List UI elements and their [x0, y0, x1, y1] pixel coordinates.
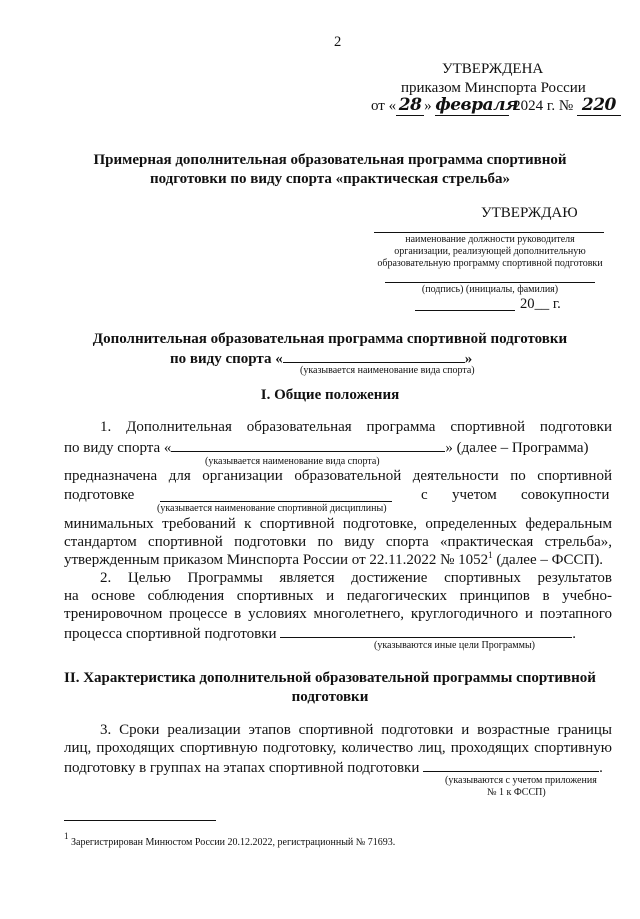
footnote-mark: 1 — [64, 831, 69, 841]
p1-discipline-hint: (указывается наименование спортивной дисциплины) — [157, 503, 387, 514]
p3-line2: лиц, проходящих спортивную подготовку, количество лиц, проходящих спортивную — [64, 740, 612, 756]
p1-sport-hint: (указывается наименование вида спорта) — [205, 456, 380, 467]
p1-line3: предназначена для организации образовательной деятельности по спортивной — [64, 468, 612, 484]
program-title-line1: Дополнительная образовательная программа спортивной подготовки — [92, 331, 568, 347]
footnote-text: Зарегистрирован Минюстом России 20.12.2022, регистрационный № 71693. — [68, 837, 396, 848]
p1-line7-tail: (далее – ФССП). — [492, 552, 604, 568]
position-hint-1: наименование должности руководителя — [405, 234, 575, 245]
section1-heading: I. Общие положения — [260, 387, 400, 403]
p1-line4-word3: учетом — [452, 487, 497, 503]
doc-title-line2: подготовки по виду спорта «практическая стрельба» — [149, 171, 511, 187]
sport-name-field-2[interactable] — [171, 437, 445, 452]
program-title-prefix: по виду спорта « — [170, 351, 283, 367]
p2-line4-text: процесса спортивной подготовки — [64, 626, 277, 642]
approval-date — [371, 96, 621, 116]
approval-order: приказом Минспорта России — [401, 80, 586, 96]
p1-line2 — [64, 437, 589, 458]
date-year: 2024 г. № — [513, 98, 574, 114]
p1-line2-suffix: » (далее – Программа) — [445, 440, 589, 456]
section2-heading-line2: подготовки — [291, 689, 369, 705]
p1-line7-text: утвержденным приказом Минспорта России от 22.11.2022 № 1052 — [64, 552, 489, 568]
footnote-ref[interactable]: 1 — [488, 550, 493, 560]
approve-label: УТВЕРЖДАЮ — [481, 205, 578, 221]
p1-line4-word2: с — [421, 487, 428, 503]
footnote — [64, 831, 396, 849]
appendix-hint-2: № 1 к ФССП) — [487, 787, 546, 798]
doc-title-line1: Примерная дополнительная образовательная программа спортивной — [93, 152, 567, 168]
date-day: 28 — [396, 96, 424, 116]
p1-line1: 1. Дополнительная образовательная программа спортивной подготовки — [100, 419, 612, 435]
program-title-suffix: » — [464, 351, 473, 367]
order-number: 220 — [577, 96, 621, 116]
position-hint-2: организации, реализующей дополнительную — [394, 246, 586, 257]
p2-line4-end: . — [572, 626, 577, 642]
sport-name-hint: (указывается наименование вида спорта) — [300, 365, 475, 376]
goals-hint: (указываются иные цели Программы) — [374, 640, 536, 651]
date-line — [415, 310, 515, 311]
position-hint-3: образовательную программу спортивной подготовки — [377, 258, 603, 269]
p2-line2: на основе соблюдения спортивных и педагогических принципов в учебно- — [64, 588, 612, 604]
section2-heading-line1: II. Характеристика дополнительной образовательной программы спортивной — [64, 670, 596, 686]
sport-name-field[interactable] — [283, 348, 465, 363]
p2-line3: тренировочном процессе в условиях многолетнего, круглогодичного и поэтапного — [64, 606, 612, 622]
date-prefix: от « — [371, 98, 397, 114]
p1-line4-word1: подготовке — [64, 487, 135, 503]
p1-line5: минимальных требований к спортивной подготовке, определенных федеральным — [64, 516, 612, 532]
stages-field[interactable] — [423, 757, 599, 772]
approval-title: УТВЕРЖДЕНА — [442, 61, 544, 77]
date-mid: » — [424, 98, 432, 114]
page-number: 2 — [334, 34, 342, 50]
p1-line4-word4: совокупности — [521, 487, 610, 503]
p3-line1: 3. Сроки реализации этапов спортивной подготовки и возрастные границы — [100, 722, 612, 738]
footnote-separator — [64, 820, 216, 821]
p3-line3-end: . — [599, 760, 603, 776]
signature-hint: (подпись) (инициалы, фамилия) — [421, 284, 559, 295]
approve-date-tail: 20__ г. — [520, 296, 561, 312]
discipline-field[interactable] — [160, 501, 392, 502]
position-line — [374, 232, 604, 233]
p2-line1: 2. Целью Программы является достижение спортивных результатов — [100, 570, 612, 586]
p1-line7 — [64, 551, 603, 570]
p1-line2-prefix: по виду спорта « — [64, 440, 172, 456]
p3-line3-text: подготовку в группах на этапах спортивной подготовки — [64, 760, 420, 776]
signature-line — [385, 282, 595, 283]
date-month: февраля — [435, 95, 519, 115]
appendix-hint-1: (указываются с учетом приложения — [445, 775, 597, 786]
goals-field[interactable] — [280, 623, 572, 638]
p1-line6: стандартом спортивной подготовки по виду спорта «практическая стрельба», — [64, 534, 612, 550]
